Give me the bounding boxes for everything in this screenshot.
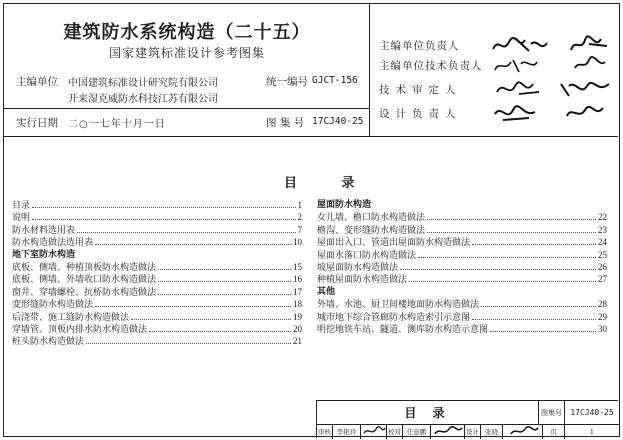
contents-entry — [317, 249, 607, 261]
contents-entry-title: 穿墙管、顶板内排水防水构造做法 — [12, 324, 148, 335]
handwritten-signature — [489, 78, 614, 100]
handwritten-signature — [362, 425, 386, 437]
atlas-number-value: 17CJ40-25 — [312, 116, 364, 127]
contents-entry — [317, 261, 607, 273]
atlas-subtitle: 国家建筑标准设计参考图集 — [108, 46, 265, 60]
sheet-name: 目 录 — [317, 401, 539, 425]
handwritten-signature — [489, 54, 614, 76]
contents-entry-page: 16 — [293, 274, 302, 285]
dot-leader — [158, 294, 291, 295]
reviewer-name: 李艳玲 — [333, 425, 361, 439]
checker-name: 任意鹏 — [403, 425, 431, 439]
set-number-label: 图集号 — [539, 401, 565, 425]
contents-entry — [317, 298, 607, 310]
set-number-value: 17CJ40-25 — [565, 401, 619, 425]
contents-entry-page: 21 — [293, 336, 302, 347]
contents-entry-page: 15 — [293, 261, 302, 272]
contents-entry-page: 24 — [598, 237, 607, 248]
dot-leader — [481, 306, 596, 307]
contents-entry — [317, 211, 607, 223]
dot-leader — [32, 219, 295, 220]
contents-entry-title: 桩头防水构造做法 — [12, 337, 85, 348]
contents-entry-page: 1 — [297, 200, 302, 210]
contents-entry-title: 檐沟、变形缝防水构造做法 — [317, 225, 426, 236]
contents-entry — [12, 273, 302, 285]
dot-leader — [86, 343, 291, 344]
review-label: 审核 — [317, 425, 333, 439]
dot-leader — [409, 281, 596, 282]
design-label: 设计 — [465, 425, 481, 439]
contents-entry-title: 女儿墙、檐口防水构造做法 — [317, 213, 426, 224]
handwritten-signature — [489, 34, 614, 56]
signature-label: 主编单位负责人 — [379, 40, 460, 52]
signature-label: 设计负责人 — [379, 108, 462, 120]
contents-entry-page: 17 — [293, 286, 302, 297]
dot-leader — [149, 331, 291, 332]
page-value: 1 — [589, 428, 595, 436]
contents-section-heading: 其他 — [317, 286, 336, 297]
contents-entry-title: 底板、侧墙、种植顶板防水构造做法 — [12, 262, 157, 273]
date-value: 二○一七年十月一日 — [68, 119, 166, 130]
dot-leader — [418, 257, 596, 258]
signature-panel — [371, 4, 618, 137]
cover-header — [4, 4, 618, 137]
contents-entry-title: 城市地下综合管廊防水构造索引示意图 — [317, 312, 471, 323]
atlas-info-panel — [4, 4, 370, 137]
contents-column-left — [12, 199, 302, 348]
designer-name: 张晓 — [481, 425, 503, 439]
contents-entry-page: 25 — [598, 249, 607, 260]
contents-entry-title: 种植屋面防水构造做法 — [317, 275, 408, 286]
title-block — [316, 400, 618, 438]
dot-leader — [158, 269, 291, 270]
contents-entry — [12, 311, 302, 323]
signature-row — [371, 54, 618, 76]
code-label: 统一编号 — [266, 76, 308, 88]
dot-leader — [158, 281, 291, 282]
drawing-frame — [3, 3, 620, 437]
dot-leader — [472, 319, 596, 320]
dot-leader — [490, 331, 596, 332]
contents-entry-page: 26 — [598, 261, 607, 272]
contents-entry-page: 2 — [297, 212, 302, 223]
contents-entry-page: 20 — [293, 323, 302, 334]
contents-entry — [12, 224, 302, 236]
handwritten-signature — [505, 425, 541, 437]
signature-label: 技术审定人 — [379, 84, 462, 96]
contents-entry — [12, 298, 302, 310]
dot-leader — [427, 232, 596, 233]
contents-entry — [12, 261, 302, 273]
editor-unit-line2: 开来湿克威防水科技江苏有限公司 — [68, 94, 218, 105]
contents-entry — [317, 311, 607, 323]
contents-section-heading: 地下室防水构造 — [12, 249, 76, 260]
contents-section-heading: 屋面防水构造 — [317, 200, 372, 210]
header-divider — [4, 108, 370, 109]
contents-entry-title: 坡屋面防水构造做法 — [317, 262, 399, 273]
editor-unit-label: 主编单位 — [16, 76, 58, 88]
atlas-title: 建筑防水系统构造（二十五） — [63, 22, 311, 43]
contents-entry — [12, 211, 302, 223]
handwritten-signature — [489, 102, 614, 124]
contents-entry-title: 变形缝防水构造做法 — [12, 300, 94, 311]
contents-entry-page: 19 — [293, 311, 302, 322]
contents-entry-title: 防水构造做法选用表 — [12, 238, 94, 249]
dot-leader — [400, 269, 596, 270]
contents-column-right — [317, 199, 607, 335]
date-label: 实行日期 — [16, 117, 58, 129]
contents-entry-title: 说明 — [12, 213, 31, 224]
contents-entry — [317, 224, 607, 236]
contents-entry-page: 28 — [598, 299, 607, 310]
signature-row — [371, 102, 618, 124]
contents-entry-page: 7 — [297, 224, 302, 235]
dot-leader — [95, 306, 291, 307]
contents-title: 目 录 — [284, 176, 375, 191]
code-value: GJCT-156 — [312, 75, 358, 86]
checker-signature — [431, 425, 465, 439]
dot-leader — [32, 207, 295, 208]
contents-entry-page: 22 — [598, 212, 607, 223]
dot-leader — [95, 244, 291, 245]
contents-entry-page: 23 — [598, 224, 607, 235]
contents-entry-page: 10 — [293, 237, 302, 248]
contents-entry — [12, 323, 302, 335]
contents-entry — [12, 286, 302, 298]
contents-entry-title: 外墙、水池、厨卫间楼地面防水构造做法 — [317, 300, 480, 311]
contents-entry — [12, 335, 302, 347]
editor-unit-line1: 中国建筑标准设计研究院有限公司 — [68, 78, 218, 89]
dot-leader — [77, 232, 295, 233]
page-label: 页 — [543, 425, 565, 439]
atlas-number-label: 图 集 号 — [266, 117, 305, 129]
contents-entry-page: 18 — [293, 299, 302, 310]
dot-leader — [427, 219, 596, 220]
contents-entry-page: 27 — [598, 274, 607, 285]
contents-entry — [12, 236, 302, 248]
contents-entry — [317, 273, 607, 285]
contents-entry-title: 屋面出入口、管道出屋面防水构造做法 — [317, 238, 471, 249]
dot-leader — [472, 244, 596, 245]
contents-entry — [317, 323, 607, 335]
reviewer-signature — [361, 425, 387, 439]
dot-leader — [131, 319, 291, 320]
contents-entry-title: 屋面水落口防水构造做法 — [317, 250, 417, 261]
contents-entry-page: 29 — [598, 311, 607, 322]
contents-entry-page: 30 — [598, 323, 607, 334]
contents-entry-title: 后浇带、施工缝防水构造做法 — [12, 312, 130, 323]
check-label: 校对 — [387, 425, 403, 439]
contents-entry-title: 防水材料选用表 — [12, 225, 76, 236]
contents-entry-title: 窗井、穿墙螺栓、抗桥防水构造做法 — [12, 287, 157, 298]
contents-entry-title: 底板、侧墙、外墙收口防水构造做法 — [12, 275, 157, 286]
signature-row — [371, 78, 618, 100]
contents-entry-title: 目录 — [12, 201, 31, 211]
contents-entry — [12, 199, 302, 211]
contents-entry-title: 明挖地铁车站、隧道、测库防水构造示意图 — [317, 324, 489, 335]
signature-label: 主编单位技术负责人 — [379, 60, 483, 72]
contents-entry — [317, 236, 607, 248]
approval-row — [317, 425, 619, 439]
handwritten-signature — [432, 425, 464, 437]
designer-signature — [503, 425, 543, 439]
signature-row — [371, 34, 618, 56]
